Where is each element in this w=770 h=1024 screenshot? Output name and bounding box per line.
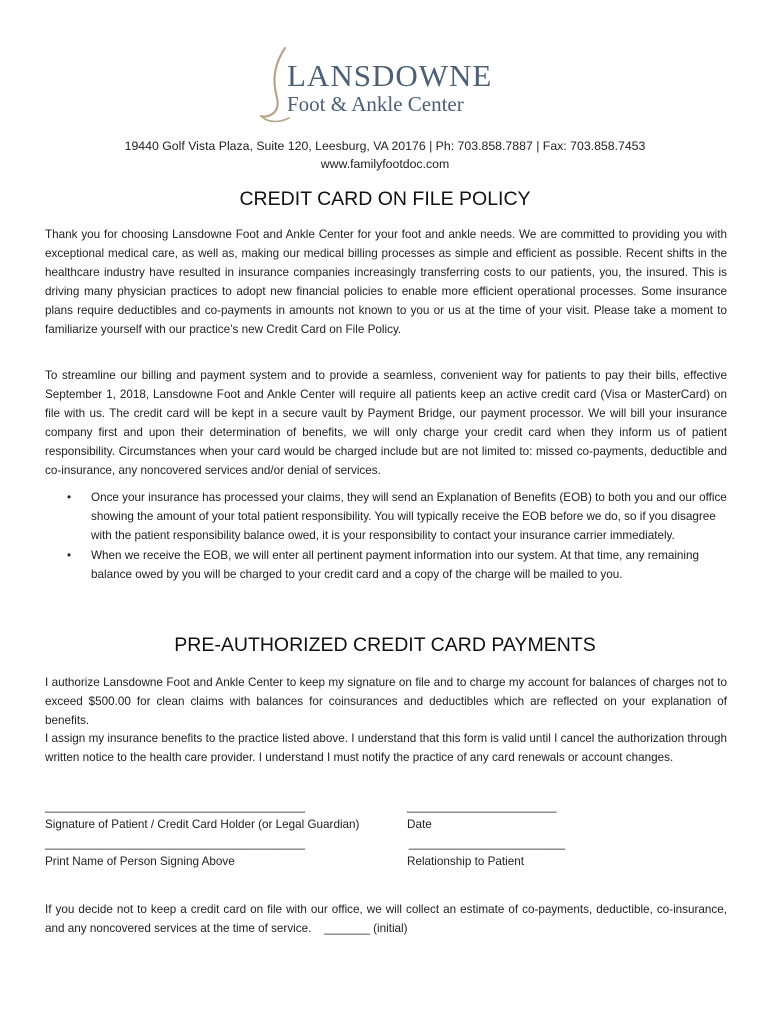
policy-paragraph: Thank you for choosing Lansdowne Foot and Ankle Center for your foot and ankle needs. We are committed to providing you with exceptional medical care, as well as, making our medical billing processes as simple and efficient as possible. Recent shifts in the healthcare industry have resulted in insurance companies increasingly transferring costs to our patients, you, the insured. This is driving many physician practices to adopt new financial policies to enable more efficient operational processes. Some insurance plans require deductibles and co-payments in amounts not known to you or us at the time of your visit. Please take a moment to familiarize yourself with our practice’s new Credit Card on File Policy. [45,228,727,336]
relationship-label: Relationship to Patient [407,855,524,868]
initial-field[interactable]: _______ [324,922,370,935]
list-item [45,546,727,584]
signature-label: Signature of Patient / Credit Card Holder (or Legal Guardian) [45,818,360,831]
initial-label: (initial) [373,922,408,935]
authorization-title: PRE-AUTHORIZED CREDIT CARD PAYMENTS [174,634,596,656]
logo-name: LANSDOWNE [287,58,493,93]
list-item-text: Once your insurance has processed your claims, they will send an Explanation of Benefits (EOB) to both you and our office showing the amount of your total patient responsibility. You will typically receive the EOB before we do, so if you disagree with the patient responsibility balance owed, it is your responsibility to contact your insurance carrier immediately. [91,491,727,542]
list-item [45,488,727,545]
bullet-icon: • [67,491,72,504]
relationship-field[interactable]: ________________________ [409,837,566,850]
authorization-paragraph: I authorize Lansdowne Foot and Ankle Center to keep my signature on file and to charge my account for balances of charges not to exceed $500.00 for clean claims with balances for coinsurances and deductibles which are reflected on your explanation of benefits. [45,676,727,727]
policy-bullet-list [45,488,727,585]
practice-address: 19440 Golf Vista Plaza, Suite 120, Leesburg, VA 20176 | Ph: 703.858.7887 | Fax: 703.858.7453 [124,139,646,153]
authorization-paragraph: I assign my insurance benefits to the practice listed above. I understand that this form is valid until I cancel the authorization through written notice to the health care provider. I understand I must notify the practice of any card renewals or account changes. [45,732,727,764]
footer-note [45,900,727,938]
print-name-field[interactable]: ________________________________________ [45,837,306,850]
print-name-label: Print Name of Person Signing Above [45,855,235,868]
footer-text: If you decide not to keep a credit card on file with our office, we will collect an estimate of co-payments, deductible, co-insurance, and any noncovered services at the time of service. [45,903,727,935]
policy-paragraph: To streamline our billing and payment system and to provide a seamless, convenient way for patients to pay their bills, effective September 1, 2018, Lansdowne Foot and Ankle Center will require all patients keep an active credit card (Visa or MasterCard) on file with us. The credit card will be kept in a secure vault by Payment Bridge, our payment processor. We will bill your insurance company first and upon their determination of benefits, we will only charge your credit card when they inform us of patient responsibility. Circumstances when your card would be charged include but are not limited to: missed co-payments, deductible and co-insurance, any noncovered services and/or denial of services. [45,369,727,477]
logo-subtitle: Foot & Ankle Center [287,92,464,116]
bullet-icon: • [67,549,72,562]
list-item-text: When we receive the EOB, we will enter all pertinent payment information into our system. At that time, any remaining balance owed by you will be charged to your credit card and a copy of the charge will be mailed to you. [91,549,700,581]
date-label: Date [407,818,432,831]
practice-website: www.familyfootdoc.com [320,157,450,171]
policy-title: CREDIT CARD ON FILE POLICY [239,188,531,210]
date-field[interactable]: _______________________ [407,800,557,813]
signature-field[interactable]: ________________________________________ [45,800,306,813]
practice-logo [255,46,515,126]
